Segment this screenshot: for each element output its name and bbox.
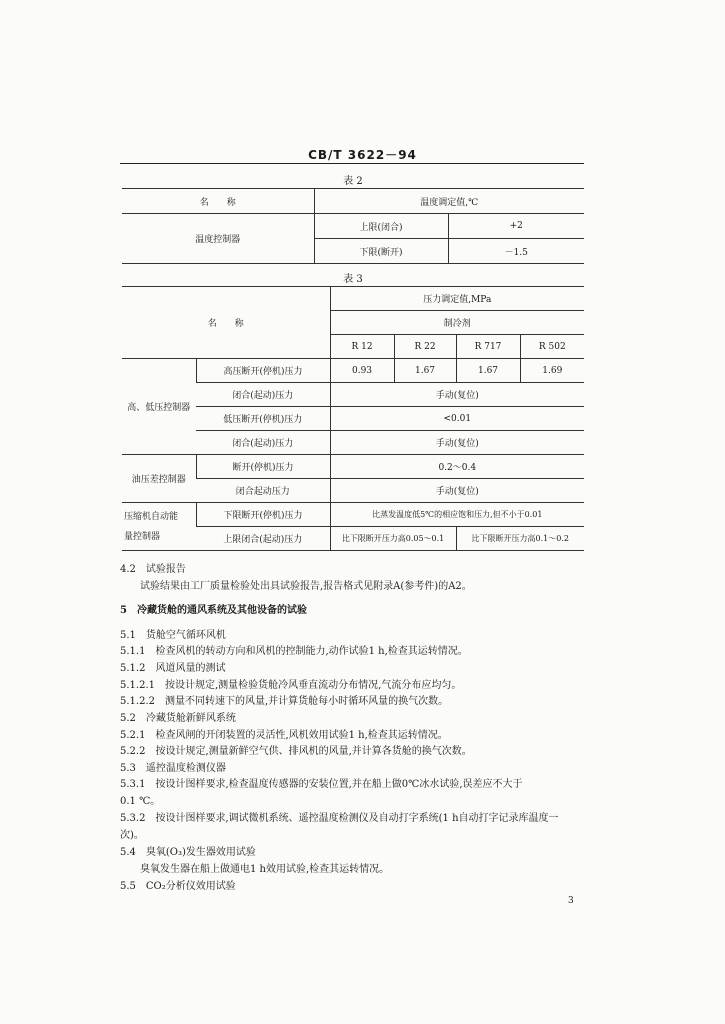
- table3-param: 断开(停机)压力: [196, 455, 330, 479]
- paragraph: 5.2.1 检查风闸的开闭装置的灵活性,风机效用试验1 h,检查其运转情况。: [120, 730, 448, 741]
- table2-row-label: 上限(闭合): [314, 214, 448, 239]
- table2-name-header: 名 称: [122, 189, 314, 214]
- table3-param: 闭合(起动)压力: [196, 431, 330, 455]
- table3-merged-value: 手动(复位): [330, 383, 584, 407]
- table3-merged-value: 手动(复位): [330, 431, 584, 455]
- paragraph: 试验结果由工厂质量检验处出具试验报告,报告格式见附录A(参考件)的A2。: [140, 581, 472, 592]
- paragraph: 5.5 CO₂分析仪效用试验: [120, 881, 236, 892]
- table3-caption: 表 3: [343, 274, 363, 285]
- table3-param: 高压断开(停机)压力: [196, 359, 330, 383]
- paragraph: 次)。: [120, 830, 144, 841]
- table-row: [122, 359, 584, 383]
- table3: [122, 286, 584, 551]
- table3-param: 低压断开(停机)压力: [196, 407, 330, 431]
- paragraph: 4.2 试验报告: [120, 564, 186, 575]
- table2-row-value: +2: [448, 214, 584, 239]
- table3-device-oil: 油压差控制器: [122, 455, 196, 503]
- table3-merged-value: 0.2～0.4: [330, 455, 584, 479]
- paragraph: 5.1.1 检查风机的转动方向和风机的控制能力,动作试验1 h,检查其运转情况。: [120, 646, 468, 657]
- table3-value: 1.69: [520, 359, 584, 383]
- table3-left-value: 比下限断开压力高0.05～0.1: [330, 527, 456, 551]
- table3-merged-value: <0.01: [330, 407, 584, 431]
- paragraph: 5.1.2.1 按设计规定,测量检验货舱冷风垂直流动分布情况,气流分布应均匀。: [120, 680, 462, 691]
- device-line1: 压缩机自动能: [124, 511, 179, 522]
- section-heading: 5 冷藏货舱的通风系统及其他设备的试验: [120, 605, 307, 616]
- header-rule: [120, 163, 584, 164]
- table2: [122, 188, 584, 264]
- table3-right-value: 比下限断开压力高0.1～0.2: [456, 527, 584, 551]
- paragraph: 5.1 货舱空气循环风机: [120, 630, 226, 641]
- refrigerant-r22: R 22: [394, 335, 456, 359]
- paragraph: 5.3.1 按设计图样要求,检查温度传感器的安装位置,并在船上做0℃冰水试验,误差应不大于: [120, 779, 523, 790]
- table3-param: 上限闭合(起动)压力: [196, 527, 330, 551]
- refrigerant-r717: R 717: [456, 335, 520, 359]
- table3-value: 1.67: [456, 359, 520, 383]
- table2-row-value: －1.5: [448, 239, 584, 264]
- table-row: [122, 287, 584, 311]
- table2-row-label: 下限(断开): [314, 239, 448, 264]
- table2-caption: 表 2: [343, 176, 363, 187]
- standard-header: CB/T 3622－94: [308, 148, 417, 162]
- paragraph: 0.1 ℃。: [120, 796, 161, 807]
- paragraph: 5.4 臭氧(O₃)发生器效用试验: [120, 847, 256, 858]
- table3-device-capacity: [122, 503, 196, 551]
- paragraph: 臭氧发生器在船上做通电1 h效用试验,检查其运转情况。: [140, 864, 390, 875]
- table3-refrigerant-header: 制冷剂: [330, 311, 584, 335]
- paragraph: 5.2 冷藏货舱新鲜风系统: [120, 713, 236, 724]
- paragraph: 5.3.2 按设计图样要求,调试微机系统、遥控温度检测仪及自动打字系统(1 h自动打字记录库温度一: [120, 813, 559, 824]
- page-number: 3: [568, 896, 574, 906]
- paragraph: 5.3 遥控温度检测仪器: [120, 763, 226, 774]
- paragraph: 5.1.2.2 测量不同转速下的风量,并计算货舱每小时循环风量的换气次数。: [120, 696, 449, 707]
- table3-value: 0.93: [330, 359, 394, 383]
- table3-param: 闭合(起动)压力: [196, 383, 330, 407]
- table3-pressure-header: 压力调定值,MPa: [330, 287, 584, 311]
- table3-name-header: 名 称: [122, 287, 330, 359]
- device-line2: 量控制器: [124, 531, 161, 542]
- paragraph: 5.2.2 按设计规定,测量新鲜空气供、排风机的风量,并计算各货舱的换气次数。: [120, 746, 472, 757]
- table-row: [122, 503, 584, 527]
- table2-device: 温度控制器: [122, 214, 314, 264]
- table3-merged-value: 比蒸发温度低5℃的相应饱和压力,但不小于0.01: [330, 503, 584, 527]
- refrigerant-r12: R 12: [330, 335, 394, 359]
- refrigerant-r502: R 502: [520, 335, 584, 359]
- table-row: [122, 455, 584, 479]
- table2-value-header: 温度调定值,℃: [314, 189, 584, 214]
- table3-param: 闭合起动压力: [196, 479, 330, 503]
- table-row: [122, 214, 584, 239]
- table3-value: 1.67: [394, 359, 456, 383]
- table3-param: 下限断开(停机)压力: [196, 503, 330, 527]
- table3-device-hl: 高、低压控制器: [122, 359, 196, 455]
- paragraph: 5.1.2 风道风量的测试: [120, 663, 226, 674]
- table3-merged-value: 手动(复位): [330, 479, 584, 503]
- table-row: [122, 189, 584, 214]
